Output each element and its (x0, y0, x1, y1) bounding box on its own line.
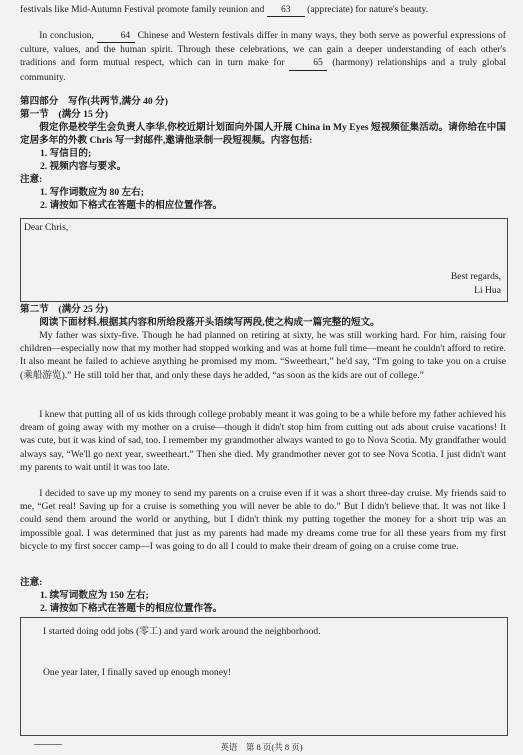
passage-text: festivals like Mid-Autumn Festival promote family reunion and (20, 4, 265, 15)
section2-note: 1. 续写词数应为 150 左右; (40, 590, 149, 601)
section1-item: 2. 视频内容与要求。 (40, 161, 127, 172)
section2-prompt: 阅读下面材料,根据其内容和所给段落开头语续写两段,使之构成一篇完整的短文。 (39, 317, 380, 328)
conclusion-paragraph (20, 29, 506, 84)
email-greeting: Dear Chris, (24, 222, 69, 233)
story-paragraph: My father was sixty-five. Though he had planned on retiring at sixty, he was still working hard. For him, raising four children—especially now that my mother had stopped working and was at home full time—meant he couldn't afford to retire. It also meant he failed to achieve anything he promised my mom. “Sweetheart,” he'd say, “I'm going to take you on a cruise (乘船游览).” He still told her that, and only these days he added, “as soon as the kids are out of college.” (20, 330, 506, 381)
passage-text: (harmony) relationships and a truly global community. (20, 57, 506, 83)
part4-heading: 第四部分 写作(共两节,满分 40 分) (20, 96, 168, 107)
section1-heading: 第一节 (满分 15 分) (20, 109, 108, 120)
section1-item: 1. 写信目的; (40, 148, 92, 159)
story-paragraph: I decided to save up my money to send my parents on a cruise even if it was a short three-day cruise. My friends said to me, “Get real! Saving up for a cruise is something you will never be able to do.” But I didn't believe that. It was not like I could send them around the world or anything, but I didn't think my putting together the money for a short trip was an impossible goal. I was determined that just as my parents had made my dreams come true for all these years from my first bicycle to my first soccer camp—I was going to do all I could to make their dream of going on a cruise come true. (20, 488, 506, 552)
email-answer-box (20, 218, 508, 302)
section2-note: 2. 请按如下格式在答题卡的相应位置作答。 (40, 603, 223, 614)
continuation-opening-1: I started doing odd jobs (零工) and yard work around the neighborhood. (43, 626, 321, 637)
continuation-answer-box (20, 617, 508, 736)
page-footer: 英语 第 8 页(共 8 页) (220, 742, 303, 752)
blank-64: 64 (97, 29, 135, 43)
section2-heading: 第二节 (满分 25 分) (20, 304, 108, 315)
section1-prompt: 假定你是校学生会负责人李华,你校近期计划面向外国人开展 China in My Eyes 短视频征集活动。请你给在中国定居多年的外教 Chris 写一封邮件,邀请他录制一段短视频。内容包括: (20, 122, 506, 147)
section1-note: 2. 请按如下格式在答题卡的相应位置作答。 (40, 200, 223, 211)
continuation-opening-2: One year later, I finally saved up enough money! (43, 667, 231, 678)
passage-end-paragraph (20, 3, 506, 17)
blank-65: 65 (289, 56, 327, 70)
passage-text: Chinese and Western festivals differ in many ways, they both serve as powerful expressions of culture, values, and the human spirit. Through these celebrations, we can gain a deeper understanding of each other's traditions and form mutual respect, which can in turn make for (20, 30, 507, 69)
section1-note: 1. 写作词数应为 80 左右; (40, 187, 144, 198)
passage-text: (appreciate) for nature's beauty. (307, 4, 429, 15)
story-paragraph: I knew that putting all of us kids through college probably meant it was going to be a while before my father achieved his dream of going away with my mother on a cruise—though it didn't stop him from cutting out ads about cruise vacations! It was cute, but it was kind of sad, too. I remember my grandmother always wanted to go to Nova Scotia. My grandfather would always say, “We'll go next year, sweetheart.” Then she died. My grandmother never got to see Nova Scotia. I just didn't want my parents to wait until it was too late. (20, 409, 506, 473)
email-closing: Best regards, (450, 271, 501, 282)
section2-note-label: 注意: (20, 577, 43, 588)
email-signature: Li Hua (474, 285, 501, 296)
section1-note-label: 注意: (20, 174, 43, 185)
passage-text: In conclusion, (39, 30, 94, 41)
blank-63: 63 (267, 3, 305, 17)
